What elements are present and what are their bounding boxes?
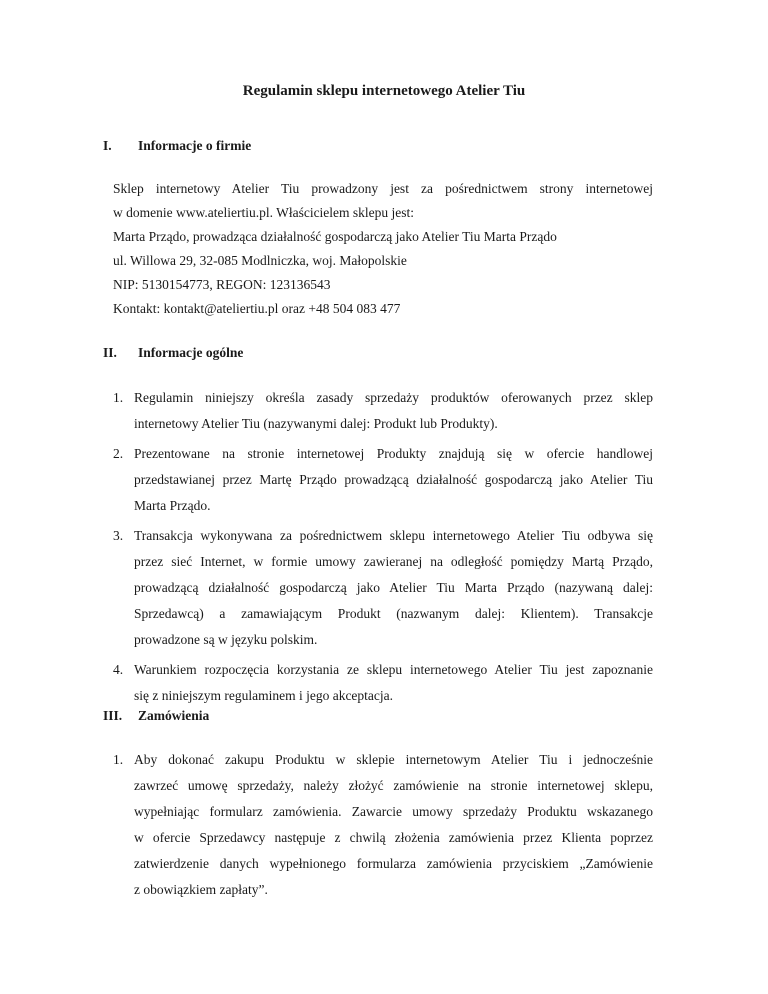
section-heading-general-info — [103, 345, 244, 361]
list-marker: 1. — [113, 752, 124, 767]
orders-list — [113, 747, 653, 907]
list-marker: 3. — [113, 528, 124, 543]
section-number: III. — [103, 708, 123, 723]
text-line: w ofercie Sprzedawcy następuje z chwilą złożenia zamówienia przez Klienta poprzez — [134, 830, 653, 845]
text-line: zatwierdzenie danych wypełnionego formularza zamówienia przyciskiem „Zamówienie — [134, 856, 653, 871]
list-item — [113, 747, 653, 903]
text-line: przedstawianej przez Martę Prządo prowadzącą działalność gospodarczą jako Atelier Tiu — [134, 472, 653, 487]
text-line: Kontakt: kontakt@ateliertiu.pl oraz +48 504 083 477 — [113, 301, 401, 316]
text-line: Regulamin niniejszy określa zasady sprzedaży produktów oferowanych przez sklep — [134, 390, 653, 405]
section-title: Zamówienia — [138, 708, 210, 723]
text-line: wypełniając formularz zamówienia. Zawarcie umowy sprzedaży Produktu wskazanego — [134, 804, 653, 819]
section-number: II. — [103, 345, 117, 360]
list-marker: 4. — [113, 662, 124, 677]
text-line: Aby dokonać zakupu Produktu w sklepie internetowym Atelier Tiu i jednocześnie — [134, 752, 653, 767]
text-line: Sprzedawcą) a zamawiającym Produkt (nazwanym dalej: Klientem). Transakcje — [134, 606, 653, 621]
text-line: Prezentowane na stronie internetowej Produkty znajdują się w ofercie handlowej — [134, 446, 653, 461]
list-item — [113, 441, 653, 519]
section-heading-orders — [103, 708, 210, 724]
text-line: Marta Prządo, prowadząca działalność gospodarczą jako Atelier Tiu Marta Prządo — [113, 229, 557, 244]
text-line: z obowiązkiem zapłaty”. — [134, 882, 268, 897]
text-line: Warunkiem rozpoczęcia korzystania ze sklepu internetowego Atelier Tiu jest zapoznanie — [134, 662, 653, 677]
text-line: Sklep internetowy Atelier Tiu prowadzony jest za pośrednictwem strony internetowej — [113, 181, 653, 196]
list-item — [113, 523, 653, 653]
general-info-list — [113, 385, 653, 713]
text-line: NIP: 5130154773, REGON: 123136543 — [113, 277, 331, 292]
list-marker: 2. — [113, 446, 124, 461]
text-line: ul. Willowa 29, 32-085 Modlniczka, woj. Małopolskie — [113, 253, 407, 268]
text-line: internetowy Atelier Tiu (nazywanymi dalej: Produkt lub Produkty). — [134, 416, 498, 431]
text-line: Marta Prządo. — [134, 498, 211, 513]
text-line: prowadzone są w języku polskim. — [134, 632, 318, 647]
list-marker: 1. — [113, 390, 124, 405]
section-title: Informacje o firmie — [138, 138, 252, 153]
text-line: zawrzeć umowę sprzedaży, należy złożyć zamówienie na stronie internetowej sklepu, — [134, 778, 653, 793]
section-number: I. — [103, 138, 112, 153]
section-title: Informacje ogólne — [138, 345, 244, 360]
text-line: w domenie www.ateliertiu.pl. Właścicielem sklepu jest: — [113, 205, 415, 220]
document-title: Regulamin sklepu internetowego Atelier Tiu — [242, 83, 526, 99]
text-line: się z niniejszym regulaminem i jego akceptacja. — [134, 688, 394, 703]
text-line: prowadzącą działalność gospodarczą jako Atelier Tiu Marta Prządo (nazywaną dalej: — [134, 580, 653, 595]
text-line: Transakcja wykonywana za pośrednictwem sklepu internetowego Atelier Tiu odbywa się — [134, 528, 653, 543]
list-item — [113, 657, 653, 709]
section-heading-company-info — [103, 138, 252, 154]
company-info-paragraph — [113, 177, 653, 321]
text-line: przez sieć Internet, w formie umowy zawieranej na odległość pomiędzy Martą Prządo, — [134, 554, 653, 569]
list-item — [113, 385, 653, 437]
